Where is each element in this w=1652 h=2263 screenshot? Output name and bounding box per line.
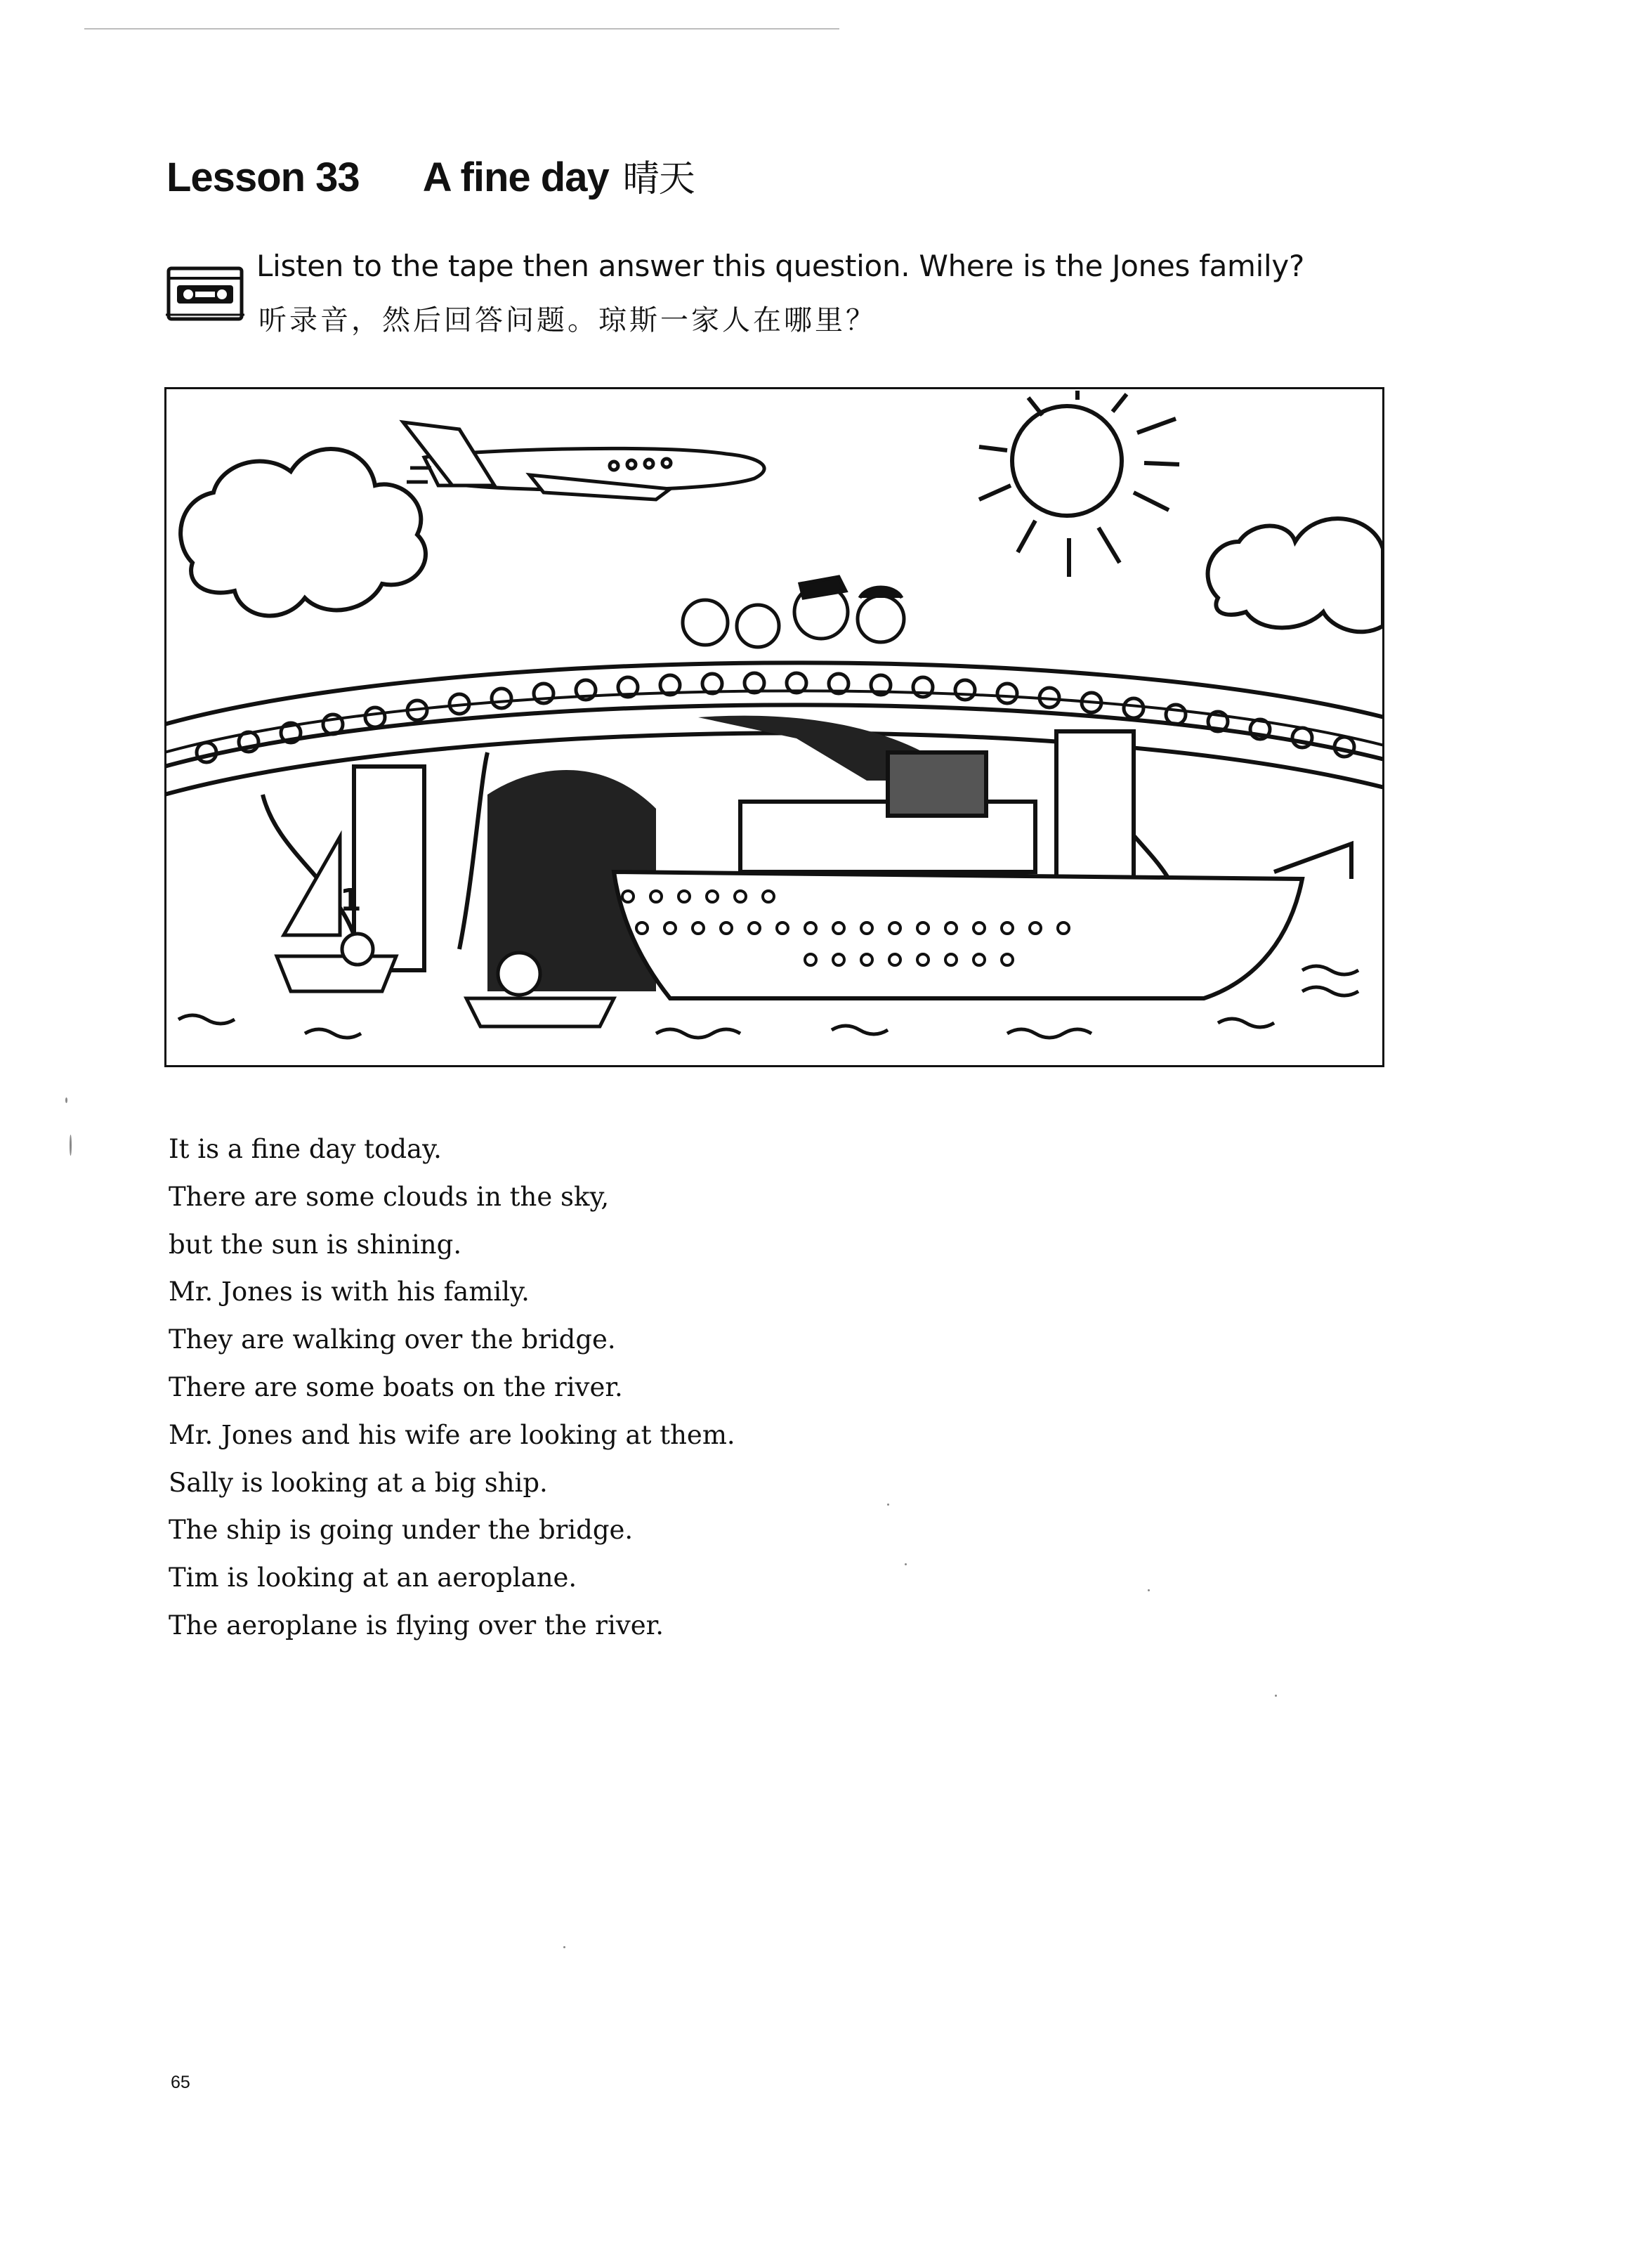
lesson-name: A fine day bbox=[422, 155, 609, 200]
scan-speck bbox=[1275, 1695, 1277, 1697]
story-line: There are some boats on the river. bbox=[169, 1371, 623, 1402]
scan-speck bbox=[70, 1135, 72, 1156]
story-line: They are walking over the bridge. bbox=[169, 1324, 616, 1355]
story-text bbox=[169, 1126, 735, 1650]
scan-speck bbox=[887, 1504, 889, 1506]
story-line: The aeroplane is flying over the river. bbox=[169, 1610, 664, 1641]
story-line: There are some clouds in the sky, bbox=[169, 1181, 610, 1212]
sailboat-number: 1 bbox=[340, 882, 362, 918]
instruction-chinese: 听录音，然后回答问题。琼斯一家人在哪里？ bbox=[258, 304, 877, 337]
scan-speck bbox=[1148, 1589, 1150, 1591]
lesson-number: Lesson 33 bbox=[166, 155, 360, 200]
lesson-name-chinese: 晴天 bbox=[622, 158, 695, 200]
story-line: Mr. Jones is with his family. bbox=[169, 1277, 530, 1307]
page-number: 65 bbox=[171, 2073, 190, 2092]
river-bridge-scene-illustration bbox=[164, 387, 1384, 1067]
instruction-english: Listen to the tape then answer this question. Where is the Jones family? bbox=[256, 249, 1304, 283]
story-line: Mr. Jones and his wife are looking at them. bbox=[169, 1419, 735, 1450]
story-line: It is a fine day today. bbox=[169, 1134, 442, 1164]
story-line: Sally is looking at a big ship. bbox=[169, 1467, 548, 1498]
scan-speck bbox=[563, 1946, 565, 1948]
story-line: Tim is looking at an aeroplane. bbox=[169, 1563, 577, 1593]
scan-speck bbox=[905, 1563, 907, 1565]
lesson-title bbox=[166, 149, 695, 202]
cassette-tape-icon bbox=[166, 266, 244, 322]
top-rule bbox=[84, 28, 839, 30]
story-line: The ship is going under the bridge. bbox=[169, 1515, 634, 1546]
story-line: but the sun is shining. bbox=[169, 1229, 462, 1260]
scan-speck bbox=[65, 1097, 67, 1103]
